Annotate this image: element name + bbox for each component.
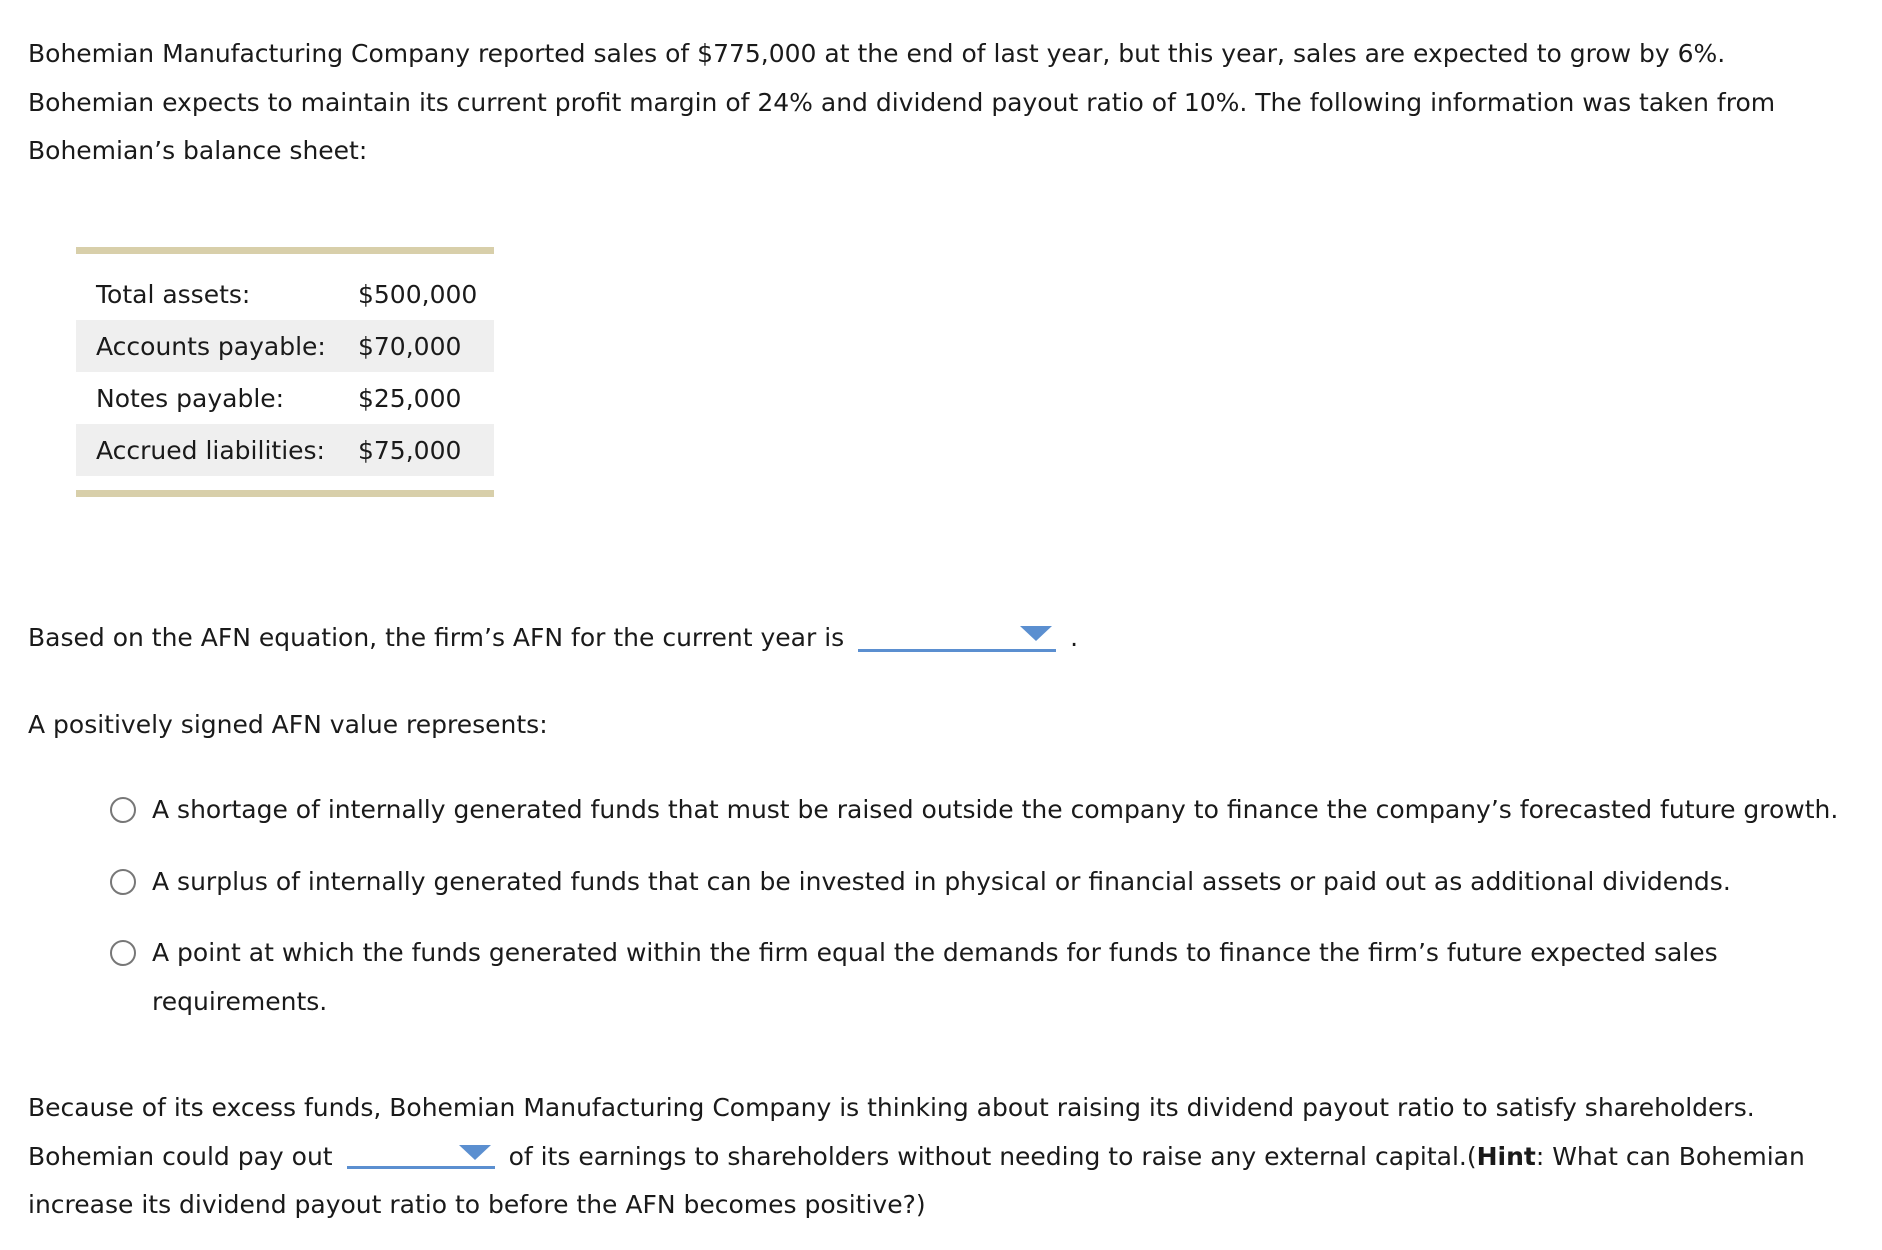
afn-meaning-prompt: A positively signed AFN value represents: <box>28 710 548 739</box>
option-surplus[interactable] <box>110 858 1870 907</box>
dropdown-arrow-icon <box>1020 626 1052 641</box>
table-row <box>76 372 494 424</box>
row-value: $75,000 <box>358 435 462 465</box>
afn-question-text: Based on the AFN equation, the firm’s AFN for the current year is <box>28 623 845 652</box>
dividend-question <box>28 1084 1858 1230</box>
afn-meaning-options <box>110 786 1870 1026</box>
row-label: Notes payable: <box>96 383 285 413</box>
option-label: A shortage of internally generated funds that must be raised outside the company to finance the company’s forecasted future growth. <box>152 795 1839 824</box>
table-row <box>76 268 494 320</box>
option-label: A surplus of internally generated funds that can be invested in physical or financial assets or paid out as additional dividends. <box>152 866 1731 896</box>
row-value: $500,000 <box>358 279 478 309</box>
dividend-question-text-after: of its earnings to shareholders without needing to raise any external capital.( <box>508 1141 1477 1171</box>
row-label: Accounts payable: <box>96 331 326 361</box>
row-value: $25,000 <box>358 383 462 413</box>
row-value: $70,000 <box>358 331 462 361</box>
dividend-question-text: Because of its excess funds, Bohemian Manufacturing Company is thinking about raising its dividend payout ratio to satisfy shareholders. Bohemian could pay out <box>28 1093 1755 1171</box>
row-label: Accrued liabilities: <box>96 435 325 465</box>
payout-dropdown[interactable] <box>347 1135 495 1169</box>
radio-button-icon[interactable] <box>110 940 136 966</box>
balance-sheet-table <box>76 247 494 497</box>
radio-button-icon[interactable] <box>110 797 136 823</box>
sentence-period: . <box>1070 623 1079 652</box>
radio-button-icon[interactable] <box>110 869 136 895</box>
option-equilibrium[interactable] <box>110 929 1870 1026</box>
problem-intro: Bohemian Manufacturing Company reported sales of $775,000 at the end of last year, but this year, sales are expected to grow by 6%. Bohemian expects to maintain its current profit margin of 24% and dividend payout ratio of 10%. The following information was taken from Bohemian’s balance sheet: <box>28 39 1776 165</box>
table-row <box>76 320 494 372</box>
hint-label: Hint <box>1476 1141 1536 1171</box>
hint-text: : What can Bohemian increase its dividend payout ratio to before the AFN becomes positive?) <box>28 1141 1805 1219</box>
option-label: A point at which the funds generated within the firm equal the demands for funds to finance the firm’s future expected sales requirements. <box>152 938 1718 1016</box>
row-label: Total assets: <box>96 279 251 309</box>
option-shortage[interactable] <box>110 786 1870 835</box>
table-row <box>76 424 494 476</box>
afn-question <box>28 614 1078 652</box>
afn-dropdown[interactable] <box>858 614 1056 652</box>
dropdown-arrow-icon <box>459 1145 491 1160</box>
